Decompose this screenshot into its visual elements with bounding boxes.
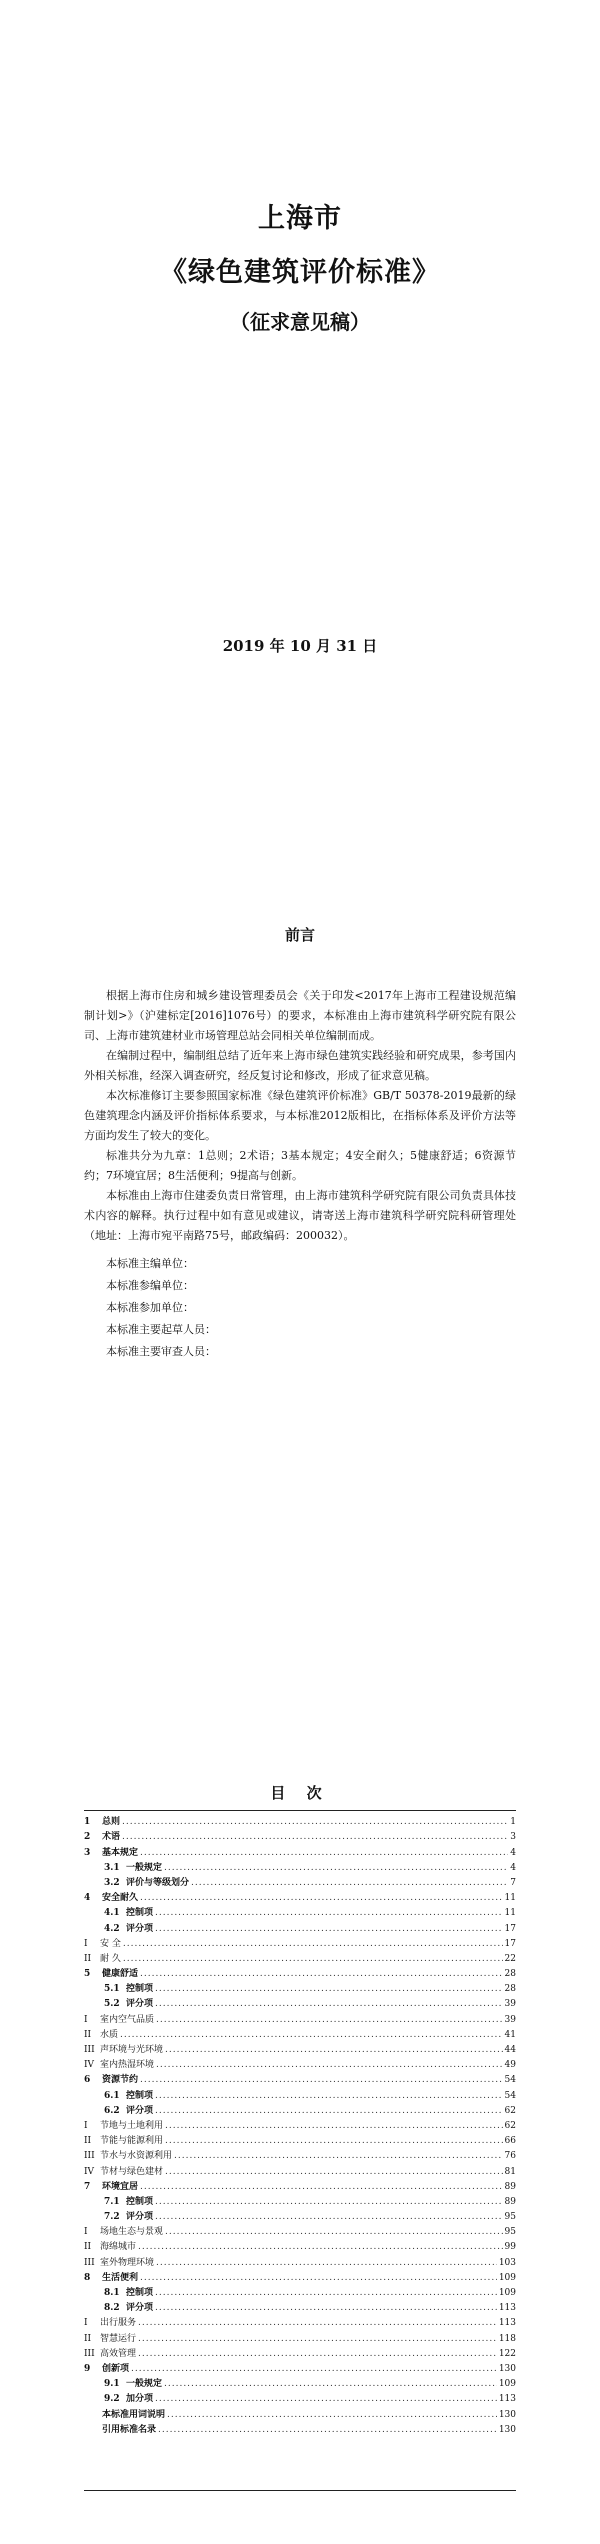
toc-entry-number: IV [84,2166,95,2177]
toc-dot-leader [165,2165,503,2180]
cover-date: 2019 年 10 月 31 日 [222,637,378,655]
toc-entry-number: 9.2 [104,2394,120,2405]
toc-entry-label: 一般规定 [126,1862,163,1873]
toc-entry-page: 113 [498,2318,516,2329]
toc-entry-label: 水质 [100,2029,119,2040]
toc-dot-leader [155,2089,503,2104]
toc-dot-leader [165,2119,503,2134]
toc-entry-label: 出行服务 [100,2318,137,2329]
toc-entry[interactable] [84,2392,516,2407]
toc-entry-number: 7.1 [104,2196,120,2207]
toc-entry-page: 39 [504,1999,516,2010]
toc-entry[interactable] [84,2240,516,2255]
toc-entry[interactable] [84,1921,516,1936]
toc-entry-label: 评价与等级划分 [126,1877,190,1888]
toc-entry-page: 81 [504,2166,516,2177]
toc-entry-page: 76 [504,2151,516,2162]
toc-entry[interactable] [84,2119,516,2134]
toc-entry[interactable] [84,2377,516,2392]
toc-entry[interactable] [84,1845,516,1860]
toc-entry-number: 3.2 [104,1877,120,1888]
toc-entry[interactable] [84,2225,516,2240]
toc-dot-leader [158,2423,497,2438]
toc-entry-number: II [84,2333,92,2344]
toc-entry-label: 健康舒适 [102,1969,139,1980]
toc-entry-label: 节水与水资源利用 [100,2151,173,2162]
toc-entry-page: 89 [504,2196,516,2207]
toc-entry[interactable] [84,2255,516,2270]
toc-entry-label: 加分项 [126,2394,154,2405]
toc-dot-leader [155,2301,497,2316]
toc-entry-page: 54 [504,2075,516,2086]
toc-entry[interactable] [84,2195,516,2210]
toc-entry-page: 4 [510,1847,516,1858]
toc-entry[interactable] [84,1906,516,1921]
toc-dot-leader [140,1967,503,1982]
preface-co-editor-line: 本标准参编单位： [106,1279,194,1292]
toc-entry-number: II [84,2242,92,2253]
toc-entry-page: 130 [498,2409,516,2420]
toc-entry-number: II [84,1953,92,1964]
toc-entry-page: 11 [504,1893,516,1904]
toc-entry-label: 资源节约 [102,2075,139,2086]
toc-entry-page: 49 [504,2060,516,2071]
toc-dot-leader [138,2316,497,2331]
toc-entry-page: 109 [498,2272,516,2283]
toc-entry[interactable] [84,2210,516,2225]
toc-entry-number: 5.1 [104,1984,120,1995]
toc-entry-page: 95 [504,2212,516,2223]
toc-entry-page: 17 [504,1923,516,1934]
toc-entry-label: 环境宜居 [102,2181,139,2192]
toc-entry[interactable] [84,2012,516,2027]
toc-entry-page: 11 [504,1908,516,1919]
toc-entry-number: I [84,2014,88,2025]
toc-entry-page: 89 [504,2181,516,2192]
toc-entry[interactable] [84,2407,516,2422]
toc-entry-number: 5.2 [104,1999,120,2010]
toc-entry-number: 8.2 [104,2303,120,2314]
toc-entry-label: 控制项 [126,1908,154,1919]
preface-chief-editor-line: 本标准主编单位： [106,1257,194,1270]
toc-entry-number: 1 [84,1817,91,1828]
toc-entry-page: 4 [510,1862,516,1873]
cover-draft-note: （征求意见稿） [230,310,370,334]
toc-dot-leader [120,2028,503,2043]
toc-entry-number: III [84,2257,95,2268]
toc-entry-page: 109 [498,2288,516,2298]
toc-entry-number: 2 [84,1832,91,1843]
toc-entry[interactable] [84,2104,516,2119]
toc-dot-leader [191,1876,508,1891]
preface-drafters-line: 本标准主要起草人员： [106,1323,216,1336]
toc-entry[interactable] [84,2301,516,2316]
preface-paragraph: 本次标准修订主要参照国家标准《绿色建筑评价标准》GB/T 50378-2019最新的绿色建筑理念内涵及评价指标体系要求，与本标准2012版相比，在指标体系及评价方法等方面均发生了较大的变化。 [84,1089,516,1142]
toc-entry-number: 8.1 [104,2288,120,2298]
toc-entry-label: 耐 久 [100,1953,121,1964]
toc-entry[interactable] [84,2331,516,2346]
toc-entry-page: 130 [498,2424,516,2435]
toc-entry-page: 113 [498,2394,516,2405]
toc-dot-leader [156,2013,503,2028]
toc-entry-label: 室内热湿环境 [100,2060,155,2071]
toc-entry-label: 室外物理环境 [100,2257,155,2268]
toc-dot-leader [140,2271,497,2286]
toc-entry-number: IV [84,2060,95,2071]
toc-heading: 目 次 [270,1784,330,1802]
toc-entry[interactable] [84,2286,516,2301]
toc-entry-label: 控制项 [126,1984,154,1995]
toc-entry-page: 54 [504,2090,516,2101]
toc-dot-leader [155,1997,503,2012]
toc-dot-leader [165,2134,503,2149]
toc-entry-label: 本标准用词说明 [102,2409,166,2420]
toc-entry-number: 6 [84,2075,91,2086]
toc-dot-leader [140,2180,503,2195]
toc-entry-label: 评分项 [126,1999,154,2010]
toc-entry-page: 62 [504,2120,516,2131]
toc-entry-number: 4.2 [104,1923,120,1934]
toc-dot-leader [155,1982,503,1997]
toc-entry-page: 113 [498,2303,516,2314]
preface-heading: 前言 [284,926,315,944]
toc-entry-label: 评分项 [126,2212,154,2223]
toc-dot-leader [140,1846,508,1861]
toc-entry-page: 99 [504,2242,516,2253]
toc-entry-page: 3 [510,1832,516,1843]
toc-entry[interactable] [84,2180,516,2195]
toc-dot-leader [123,1952,503,1967]
toc-entry-label: 控制项 [126,2196,154,2207]
toc-entry[interactable] [84,2028,516,2043]
toc-entry[interactable] [84,1830,516,1845]
toc-entry-number: 6.1 [104,2090,120,2101]
toc-entry[interactable] [84,2316,516,2331]
toc-entry-label: 评分项 [126,2303,154,2314]
toc-dot-leader [165,2225,503,2240]
toc-entry-number: 5 [84,1969,91,1980]
toc-entry-number: III [84,2348,95,2359]
toc-entry-number: 9 [84,2363,91,2374]
toc-list [84,1815,516,2438]
toc-entry-label: 控制项 [126,2090,154,2101]
toc-entry-label: 安 全 [100,1938,121,1949]
toc-top-rule [84,1810,516,1811]
toc-entry-page: 39 [504,2014,516,2025]
toc-entry-page: 22 [504,1953,516,1964]
toc-dot-leader [131,2362,497,2377]
toc-entry-label: 控制项 [126,2288,154,2298]
toc-entry-label: 高效管理 [100,2348,137,2359]
toc-dot-leader [155,2392,497,2407]
toc-entry-number: 6.2 [104,2105,120,2116]
toc-dot-leader [155,1906,503,1921]
toc-entry[interactable] [84,1982,516,1997]
toc-entry-label: 节能与能源利用 [100,2136,164,2147]
toc-entry-page: 28 [504,1984,516,1995]
toc-dot-leader [138,2347,497,2362]
toc-entry-number: III [84,2151,95,2162]
toc-entry[interactable] [84,1937,516,1952]
toc-dot-leader [174,2149,503,2164]
toc-entry[interactable] [84,2058,516,2073]
preface-paragraph: 标准共分为九章：1总则；2术语；3基本规定；4安全耐久；5健康舒适；6资源节约；7环境宜居；8生活便利；9提高与创新。 [84,1149,516,1182]
toc-entry-label: 引用标准名录 [102,2424,157,2435]
toc-entry[interactable] [84,2088,516,2103]
toc-entry-label: 基本规定 [102,1847,139,1858]
toc-dot-leader [167,2408,497,2423]
toc-entry[interactable] [84,2271,516,2286]
toc-entry-page: 95 [504,2227,516,2238]
toc-dot-leader [164,1861,508,1876]
toc-entry-label: 总则 [102,1817,121,1828]
toc-entry-page: 1 [510,1817,516,1828]
toc-dot-leader [165,2043,503,2058]
toc-entry-label: 一般规定 [126,2379,163,2390]
toc-entry-label: 术语 [102,1832,121,1843]
toc-bottom-rule [84,2490,516,2491]
toc-dot-leader [155,2210,503,2225]
toc-entry-number: 8 [84,2272,91,2283]
toc-entry-label: 评分项 [126,2105,154,2116]
toc-entry[interactable] [84,1967,516,1982]
toc-entry[interactable] [84,2073,516,2088]
toc-dot-leader [155,1922,503,1937]
toc-entry-number: 3.1 [104,1862,120,1873]
preface-participant-line: 本标准参加单位： [106,1301,194,1314]
toc-entry-page: 62 [504,2105,516,2116]
toc-entry-number: 7 [84,2181,91,2192]
toc-entry-label: 安全耐久 [102,1893,139,1904]
toc-dot-leader [156,2058,503,2073]
toc-entry-page: 122 [498,2348,516,2359]
toc-entry[interactable] [84,1876,516,1891]
toc-dot-leader [155,2286,497,2301]
toc-entry-page: 66 [504,2136,516,2147]
toc-entry-number: III [84,2045,95,2055]
toc-entry-label: 室内空气品质 [100,2014,155,2025]
toc-entry-page: 103 [498,2257,516,2268]
toc-dot-leader [123,1937,503,1952]
toc-entry-page: 7 [510,1877,516,1888]
toc-entry[interactable] [84,1997,516,2012]
toc-entry-page: 118 [498,2333,516,2344]
preface-paragraph: 根据上海市住房和城乡建设管理委员会《关于印发<2017年上海市工程建设规范编制计划>》（沪建标定[2016]1076号）的要求，本标准由上海市建筑科学研究院有限公司、上海市建筑建材业市场管理总站会同相关单位编制而成。 [84,989,516,1042]
toc-entry-number: 3 [84,1847,91,1858]
toc-entry-page: 28 [504,1969,516,1980]
toc-entry[interactable] [84,2164,516,2179]
toc-dot-leader [155,2195,503,2210]
toc-entry-label: 场地生态与景观 [100,2227,164,2238]
toc-dot-leader [155,2104,503,2119]
toc-dot-leader [156,2256,497,2271]
toc-entry[interactable] [84,2134,516,2149]
toc-entry-number: 4 [84,1893,91,1904]
toc-entry-page: 130 [498,2363,516,2374]
toc-entry-number: I [84,2120,88,2131]
toc-entry-label: 创新项 [102,2363,130,2374]
toc-dot-leader [164,2377,497,2392]
cover-city: 上海市 [258,203,342,234]
toc-entry-page: 17 [504,1938,516,1949]
toc-entry-label: 节地与土地利用 [100,2120,164,2131]
toc-entry-label: 海绵城市 [100,2242,137,2253]
toc-entry-page: 109 [498,2379,516,2390]
toc-entry-number: II [84,2029,92,2040]
toc-entry-page: 44 [504,2045,516,2055]
toc-entry[interactable] [84,1815,516,1830]
toc-dot-leader [138,2332,497,2347]
toc-entry-label: 节材与绿色建材 [100,2166,164,2177]
toc-entry[interactable] [84,2347,516,2362]
toc-entry[interactable] [84,1861,516,1876]
toc-entry[interactable] [84,2362,516,2377]
cover-standard-name: 《绿色建筑评价标准》 [160,257,440,288]
toc-entry[interactable] [84,2423,516,2438]
toc-entry-number: 7.2 [104,2212,120,2223]
toc-dot-leader [122,1815,508,1830]
toc-entry-number: I [84,2227,88,2238]
preface-reviewers-line: 本标准主要审查人员： [106,1345,216,1358]
preface-paragraph: 在编制过程中，编制组总结了近年来上海市绿色建筑实践经验和研究成果，参考国内外相关标准，经深入调查研究，经反复讨论和修改，形成了征求意见稿。 [84,1049,516,1082]
toc-entry-number: 4.1 [104,1908,120,1919]
toc-entry[interactable] [84,2043,516,2058]
toc-entry-label: 评分项 [126,1923,154,1934]
toc-entry-number: I [84,2318,88,2329]
toc-dot-leader [140,2073,503,2088]
toc-entry[interactable] [84,1891,516,1906]
toc-dot-leader [138,2240,503,2255]
toc-entry-label: 声环境与光环境 [100,2045,164,2055]
toc-entry-number: I [84,1938,88,1949]
toc-entry-label: 生活便利 [102,2272,139,2283]
toc-dot-leader [140,1891,503,1906]
toc-entry[interactable] [84,1952,516,1967]
toc-dot-leader [122,1830,508,1845]
preface-paragraph: 本标准由上海市住建委负责日常管理，由上海市建筑科学研究院有限公司负责具体技术内容的解释。执行过程中如有意见或建议，请寄送上海市建筑科学研究院科研管理处（地址：上海市宛平南路75号，邮政编码：200032）。 [84,1189,516,1242]
toc-entry-label: 智慧运行 [100,2333,137,2344]
toc-entry-page: 41 [504,2029,516,2040]
toc-entry-number: II [84,2136,92,2147]
toc-entry[interactable] [84,2149,516,2164]
toc-entry-number: 9.1 [104,2379,120,2390]
